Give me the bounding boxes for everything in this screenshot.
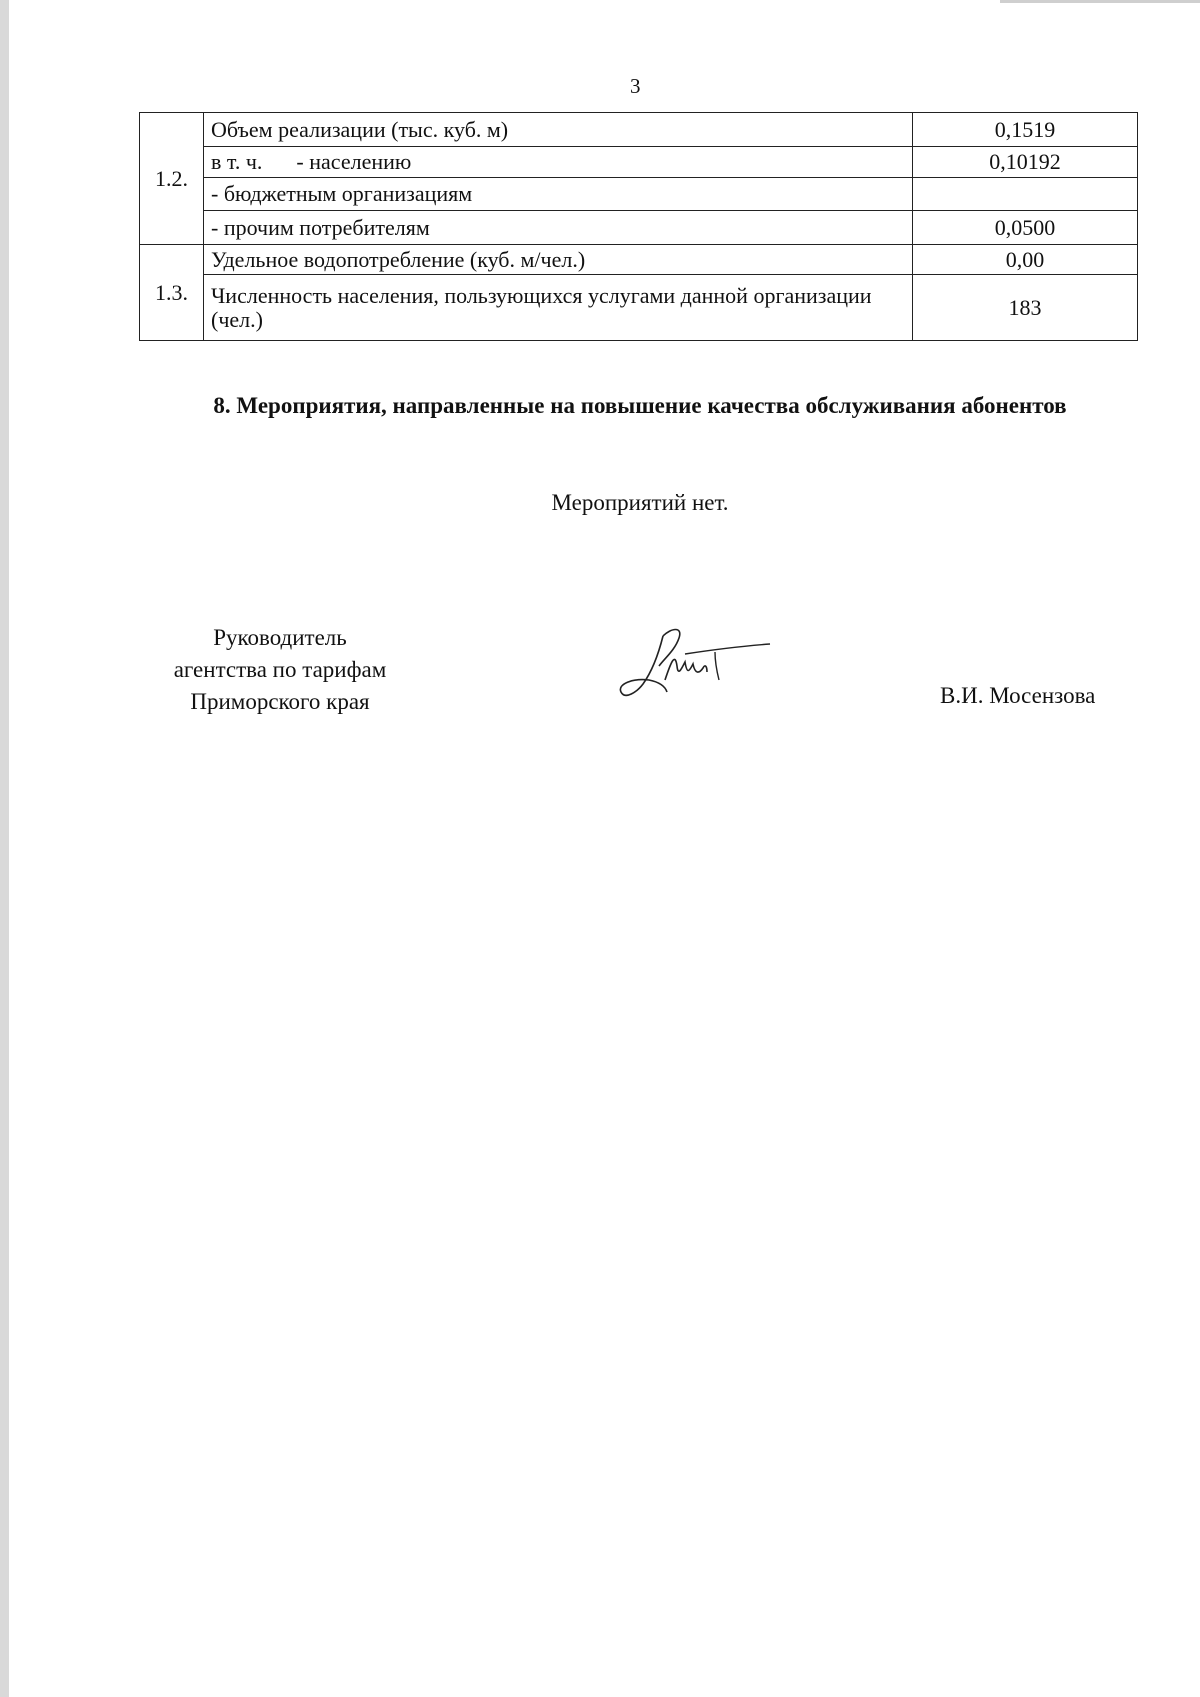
data-table — [139, 112, 1138, 341]
table-row — [140, 113, 1138, 147]
row-label: - бюджетным организациям — [204, 178, 913, 211]
section-body: Мероприятий нет. — [551, 490, 729, 515]
signatory-name: В.И. Мосензова — [940, 683, 1096, 708]
row-label-text: - населению — [296, 149, 412, 174]
row-prefix: в т. ч. — [211, 149, 263, 174]
row-label: Объем реализации (тыс. куб. м) — [204, 113, 913, 147]
signatory-title — [130, 622, 430, 718]
section-heading: 8. Мероприятия, направленные на повышение качества обслуживания абонентов — [213, 393, 1067, 418]
row-value: 0,10192 — [913, 147, 1138, 178]
scan-left-edge — [0, 0, 9, 1697]
table-row — [140, 178, 1138, 211]
page-number: 3 — [630, 74, 641, 98]
table-row — [140, 211, 1138, 245]
table-row — [140, 275, 1138, 341]
row-value: 0,00 — [913, 245, 1138, 275]
signatory-title-line: Руководитель — [213, 625, 347, 650]
row-label: - прочим потребителям — [204, 211, 913, 245]
row-label — [204, 147, 913, 178]
row-label: Удельное водопотребление (куб. м/чел.) — [204, 245, 913, 275]
table-row — [140, 147, 1138, 178]
row-number: 1.3. — [140, 245, 204, 341]
signatory-title-line: Приморского края — [190, 689, 370, 714]
row-value: 0,1519 — [913, 113, 1138, 147]
row-value — [913, 178, 1138, 211]
row-number: 1.2. — [140, 113, 204, 245]
scan-top-edge — [1000, 0, 1200, 3]
signatory-title-line: агентства по тарифам — [173, 657, 387, 682]
row-value: 0,0500 — [913, 211, 1138, 245]
row-value: 183 — [913, 275, 1138, 341]
row-label: Численность населения, пользующихся услугами данной организации (чел.) — [204, 275, 913, 341]
handwritten-signature — [615, 622, 775, 712]
table-row — [140, 245, 1138, 275]
